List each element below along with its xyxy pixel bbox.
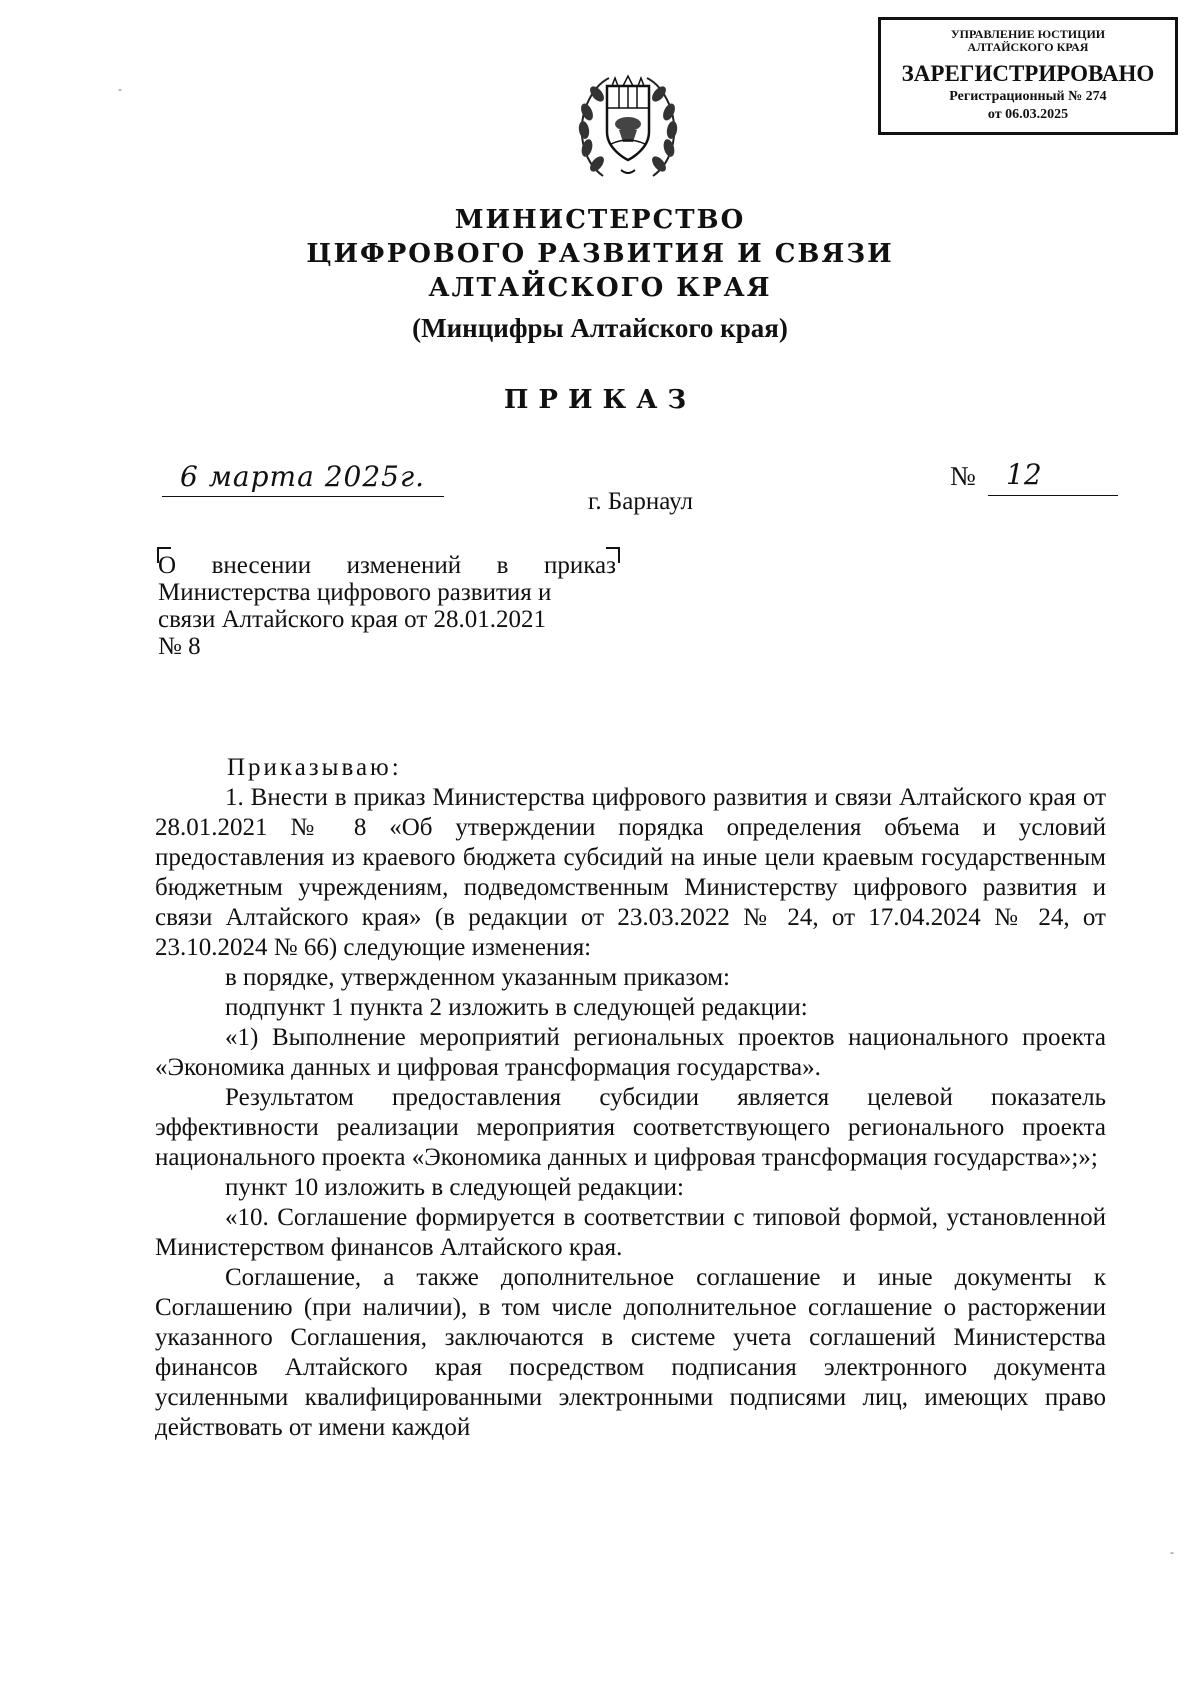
order-body — [155, 753, 1106, 1443]
order-quote-subitem-1: «1) Выполнение мероприятий региональных проектов национального проекта «Экономика данных и цифровая трансформация государства». — [155, 1024, 1106, 1081]
ministry-name-line-1: МИНИСТЕРСТВО — [454, 205, 746, 235]
subject-line-1: О внесении изменений в приказ — [158, 552, 616, 579]
city-name: г. Барнаул — [588, 488, 693, 515]
order-agreement-paragraph: Соглашение, а также дополнительное соглашение и иные документы к Соглашению (при наличии), в том числе дополнительное соглашение о расторжении указанного Соглашения, заключаются в системе учета соглашений Министерства финансов Алтайского края посредством подписания электронного документа усиленными квалифицированными электронными подписями лиц, имеющих право действовать от имени каждой — [155, 1264, 1106, 1441]
order-opening: Приказываю: — [227, 754, 402, 781]
registration-stamp — [878, 17, 1178, 135]
scan-mark: - — [1170, 1545, 1174, 1559]
stamp-status: ЗАРЕГИСТРИРОВАНО — [901, 61, 1155, 86]
order-line: пункт 10 изложить в следующей редакции: — [225, 1174, 684, 1201]
ministry-short-name: (Минцифры Алтайского края) — [412, 313, 788, 343]
coat-of-arms-icon — [575, 64, 681, 184]
subject-line-2: Министерства цифрового развития и — [158, 579, 552, 606]
stamp-org-line-1: УПРАВЛЕНИЕ ЮСТИЦИИ — [950, 27, 1106, 41]
document-type-title: ПРИКАЗ — [503, 385, 697, 415]
stamp-date: от 06.03.2025 — [987, 107, 1069, 122]
order-subject — [158, 552, 616, 660]
stamp-registration-number: Регистрационный № 274 — [949, 89, 1107, 104]
ministry-name-line-2: ЦИФРОВОГО РАЗВИТИЯ И СВЯЗИ — [306, 239, 894, 269]
scan-mark: - — [118, 82, 122, 96]
order-item-1: 1. Внести в приказ Министерства цифрового развития и связи Алтайского края от 28.01.2021 № 8 «Об утверждении порядка определения объема и условий предоставления из краевого бюджета субсидий на иные цели краевым государственным бюджетным учреждениям, подведомственным Министерству цифрового развития и связи Алтайского края» (в редакции от 23.03.2022 № 24, от 17.04.2024 № 24, от 23.10.2024 № 66) следующие изменения: — [155, 784, 1106, 961]
handwritten-order-number: 12 — [1006, 458, 1042, 491]
order-line: подпункт 1 пункта 2 изложить в следующей редакции: — [225, 994, 808, 1021]
handwritten-date: 6 марта 2025г. — [180, 460, 425, 493]
number-underline — [988, 495, 1118, 496]
order-result-paragraph: Результатом предоставления субсидии является целевой показатель эффективности реализации мероприятия соответствующего регионального проекта национального проекта «Экономика данных и цифровая трансформация государства»;»; — [155, 1084, 1106, 1171]
ministry-name — [0, 203, 1200, 305]
order-quote-point-10: «10. Соглашение формируется в соответствии с типовой формой, установленной Министерством финансов Алтайского края. — [155, 1204, 1106, 1261]
order-line: в порядке, утвержденном указанным приказом: — [225, 964, 730, 991]
subject-line-4: № 8 — [158, 633, 201, 660]
stamp-org-line-2: АЛТАЙСКОГО КРАЯ — [967, 40, 1089, 54]
ministry-name-line-3: АЛТАЙСКОГО КРАЯ — [428, 273, 772, 303]
subject-line-3: связи Алтайского края от 28.01.2021 — [158, 606, 547, 633]
order-number-label: № — [950, 461, 976, 491]
date-underline — [162, 496, 444, 497]
